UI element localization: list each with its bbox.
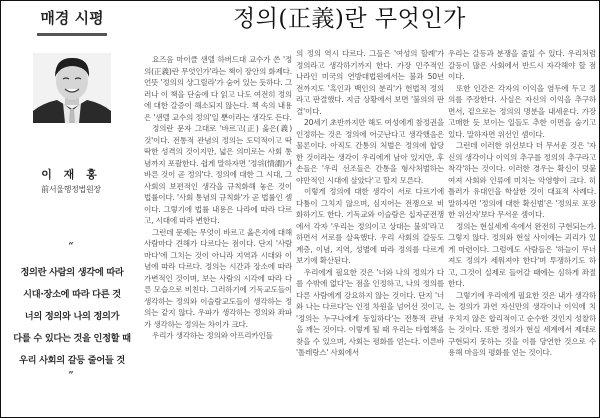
article-paragraph: 그런데 이러한 위선보다 더 무서운 것은 '자신의 생각이나 이익의 추구를 정의의 추구라고 착각'하는 것이다. 이러한 경우는 확신이 덧붙여져 사회와 인류에 미치는 악영향이 크다. 히틀러가 유대인을 학살한 것이 대표적 사례다. 말하자면 '정의에 대한 확신범'은 '정의로 포장한 위선자'보다 무서운 셈이다. bbox=[448, 141, 596, 219]
pull-quote-line: 우리 사회의 갈등 줄어들 것 bbox=[19, 355, 125, 366]
article-column-2 bbox=[296, 48, 444, 410]
article-paragraph: 이렇게 정의에 대한 생각이 서로 다르기에 다툼이 그치지 않으며, 심지어는 전쟁으로 비화하기도 한다. 기독교와 이슬람은 십자군전쟁에서 각자 '우리는 정의이고 상대는 불의'라고 하면서 서로를 살육했다. 우리 사회의 갈등도 계층, 이념, 지역, 성별에 따라 정의를 다르게 보기에 확산된다. bbox=[296, 187, 444, 265]
section-label: 매경 시평 bbox=[40, 9, 104, 27]
article-paragraph: 정의란 문자 그대로 '바르고(正) 옳은(義) 것'이다. 전통적 관념의 정의는 도덕적이고 딱딱한 성격의 것이지만, 넓은 의미로는 사회 통념까지 포괄한다. 쉽게 말하자면 '정위(情謂)가 바른 것이 곧 정의'다. 정의에 대한 그 시대, 그 사회의 보편적인 생각을 규칙화해 놓은 것이 법률이다. '사회 통념의 규칙화'가 곧 법률인 셈이다. 그렇기에 법률 내용은 나라에 따라 다르고, 시대에 따라 변한다. bbox=[144, 124, 292, 225]
pull-quote-line: 시대·장소에 따라 다른 것 bbox=[23, 289, 121, 300]
author-title: 前서울행정법원장 bbox=[41, 185, 101, 194]
section-underline bbox=[37, 33, 107, 36]
article-paragraph: 우리가 생각하는 정의와 아프리카인들 bbox=[152, 331, 273, 340]
quote-close-mark: ” bbox=[68, 371, 74, 381]
article-paragraph: 그렇기에 우리에게 필요한 것은 내가 생각하는 정의가 과연 자신만의 생각이나 이익에 치우치지 않은 합리적이고 순수한 것인지 성찰하는 것이다. 또한 정의가 현실 세계에서 제대로 구현되지 못하는 것을 이를 당연한 것으로 수용해 마음의 평화를 얻는 것이다. bbox=[448, 290, 596, 357]
article-column-1 bbox=[144, 54, 292, 416]
article-paragraph: 우리는 갈등과 분쟁을 줄일 수 있다. 우리처럼 갈등이 많은 사회에서 반드시 자각해야 할 점이다. bbox=[448, 49, 596, 81]
article-headline: 정의(正義)란 무엇인가 bbox=[233, 6, 466, 32]
article-paragraph: 의 정의 역시 다르다. 그들은 '여성의 할례'가 정의라고 생각하기까지 한다. 가장 민주적인 나라인 미국의 연방대법원에서는 불과 50년 전까지도 '흑인과 백인의 분리'가 헌법적 정의라고 판결했다. 지금 상황에서 보면 '불의의 판결'이다. bbox=[296, 49, 444, 116]
quote-open-mark: “ bbox=[68, 242, 74, 252]
article-column-3 bbox=[448, 48, 596, 410]
pull-quote-line: 너의 정의와 나의 정의가 bbox=[24, 311, 120, 322]
pull-quote bbox=[1, 262, 143, 372]
article-paragraph: 정의는 현실세계 속에서 완전히 구현되는가. 그렇지 않다. 정의와 현실 사이에는 괴리가 있게 마련이다. 그럼에도 사람들은 '하늘이 무너져도 정의가 세워져야 한다'며 투쟁하기도 하고, 그것이 실제로 들어갈 때에는 심하게 좌절한다. bbox=[448, 221, 596, 288]
author-portrait-icon bbox=[33, 53, 111, 123]
article-paragraph: 또한 인간은 각자의 이익을 염두에 두고 정의를 주장한다. 사실은 자신의 이익을 추구하면서, 겉으로는 정의의 명분을 내세운다. 가장 고매한 듯 보이는 일들도 추한 이면을 숨기고 있다. 말하자면 위선인 셈이다. bbox=[448, 83, 596, 139]
article-paragraph: 요즈음 마이클 샌델 하버드대 교수가 쓴 '정의(正義)란 무엇인가'라는 책이 장안의 화제다. 언뜻 '정의의 샹그릴라'가 숨어 있는 듯하다. 그러나 이 책을 단숨에 다 읽고 나도 여전히 정의에 대한 갈증이 해소되지 않는다. 책 속의 내용은 '샌델 교수의 정의'일 뿐이라는 생각도 든다. bbox=[144, 55, 292, 122]
author-name: 이 재 홍 bbox=[41, 168, 101, 181]
article-paragraph: 그런데 문제는 무엇이 바르고 옳은지에 대해 사람마다 견해가 다르다는 점이다. 단지 '사람마다'에 그치는 것이 아니라 지역과 시대와 이념에 따라 다르다. 정의는 시간과 장소에 따라 가변적인 것이며, 보는 사람의 시각에 따라 다른 모습으로 비친다. 그러하기에 기독교도들이 생각하는 정의와 이슬람교도들이 생각하는 정의는 같지 않다. 우파가 생각하는 정의와 좌파가 생각하는 정의는 차이가 크다. bbox=[144, 227, 292, 329]
pull-quote-line: 다를 수 있다는 것을 인정할 때 bbox=[13, 333, 131, 344]
article-paragraph: 20세기 초반까지만 해도 여성에게 참정권을 인정하는 것은 정의에 어긋난다고 생각했음은 물론이다. 아직도 간통의 처벌은 정의에 합당한 것이라는 생각이 우리에게 남아 있지만, 후손들은 '우리 선조들은 간통을 형사처벌하는 야만적인 시대에 살았다'고 할지 모른다. bbox=[296, 118, 444, 185]
pull-quote-line: 정의란 사람의 생각에 따라 bbox=[20, 267, 124, 278]
article-paragraph: 우리에게 필요한 것은 '너와 나의 정의가 다를 수밖에 없다'는 점을 인정하고, 나의 정의를 다른 사람에게 강요하지 않는 것이다. 단지 '너와 나는 다르다'는 인정 차원을 넘어선 것이고, '정의는 누구나에게 동일하다'는 전통적 관념을 깨는 것이다. 이렇게 될 때 우리는 타협책을 찾을 수 있으며, 사회는 평화를 얻는다. 이른바 '톨레랑스' 사회에서 bbox=[296, 267, 444, 357]
